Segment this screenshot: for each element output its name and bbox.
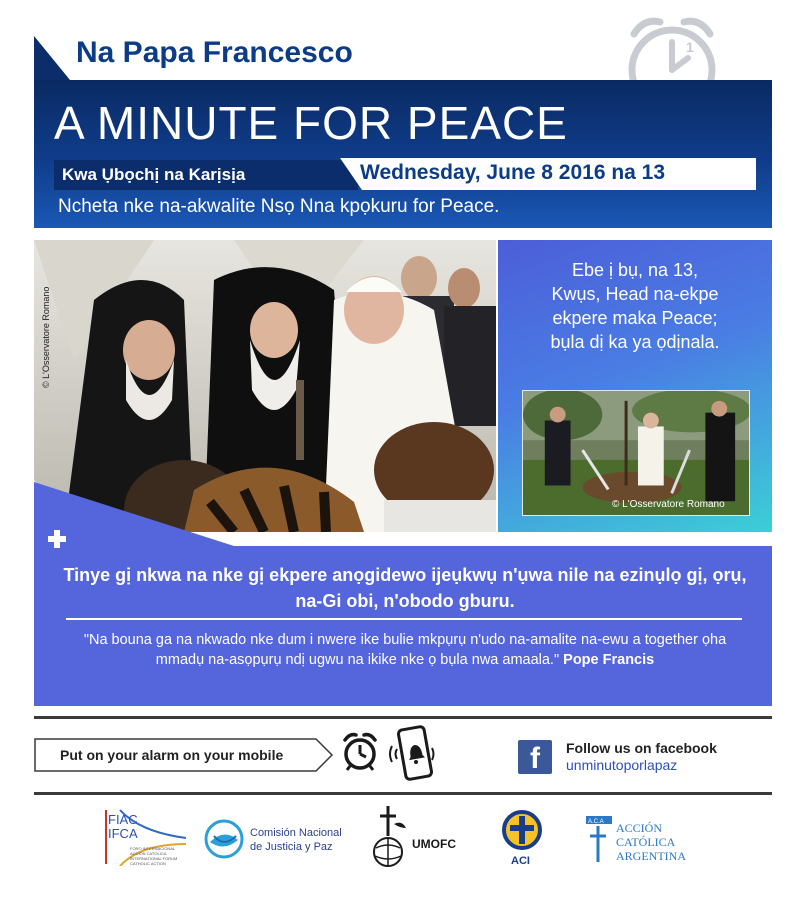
quote-text: "Na bouna ga na nkwado nke dum i nwere ike bulie mkpụrụ n'udo na-amalite na-ewu a together ọha mmadụ na-asọpụrụ ndị ugwu na ikike nke ọ bụla nwa amaala." xyxy=(83,632,727,668)
svg-text:CATHOLIC ACTION: CATHOLIC ACTION xyxy=(130,861,166,866)
facebook-title: Follow us on facebook xyxy=(566,740,717,756)
tree-planting-photo xyxy=(522,390,750,516)
aca-badge: A.C.A xyxy=(588,819,604,825)
fiac-logo xyxy=(100,808,192,866)
right-panel-text xyxy=(506,258,764,354)
facebook-handle-link[interactable]: unminutoporlapaz xyxy=(566,757,678,773)
main-photo-credit-text: © L'Osservatore Romano xyxy=(41,286,51,388)
right-panel-line: Kwụs, Head na-ekpe xyxy=(551,284,719,304)
aca-line3: ARGENTINA xyxy=(616,849,686,863)
aca-logo xyxy=(586,816,706,864)
clock-digit: 1 xyxy=(686,39,694,55)
pope-quote xyxy=(70,630,740,670)
header-corner xyxy=(34,36,70,80)
band-divider xyxy=(66,618,742,620)
cnjp-logo xyxy=(204,818,358,860)
header-small-title: Na Papa Francesco xyxy=(76,36,353,69)
umofc-name: UMOFC xyxy=(412,837,456,851)
aca-line1: ACCIÓN xyxy=(616,821,663,835)
plus-icon xyxy=(46,528,68,550)
bottom-divider xyxy=(34,792,772,795)
ringing-phone-icon xyxy=(388,724,438,784)
umofc-logo xyxy=(372,806,468,870)
cnjp-line2: de Justicia y Paz xyxy=(250,841,333,853)
svg-text:FORO INTERNACIONAL: FORO INTERNACIONAL xyxy=(130,846,176,851)
page-title: A MINUTE FOR PEACE xyxy=(54,97,568,149)
fiac-line1: FIAC xyxy=(108,812,138,827)
prayer-message: Tinye gị nkwa na nke gị ekpere anọgidewo ijeụkwụ n'ụwa nile na ezinụlọ gị, ọrụ, na-Gi obi, n'obodo gburu. xyxy=(63,565,747,611)
right-panel-line: Ebe ị bụ, na 13, xyxy=(571,260,699,280)
header-subtitle: Ncheta nke na-akwalite Nsọ Nna kpọkuru for Peace. xyxy=(58,196,500,217)
quote-author: Pope Francis xyxy=(563,652,655,668)
day-label: Kwa Ụbọchị na Karịsịa xyxy=(62,165,246,184)
aci-logo xyxy=(498,808,546,868)
alarm-clock-icon xyxy=(340,730,380,772)
top-divider xyxy=(34,716,772,719)
right-panel-line: ekpere maka Peace; xyxy=(552,308,718,328)
svg-text:INTERNATIONAL FORUM: INTERNATIONAL FORUM xyxy=(130,856,178,861)
aci-name: ACI xyxy=(511,855,530,867)
fiac-line2: IFCA xyxy=(108,826,138,841)
event-date: Wednesday, June 8 2016 na 13 xyxy=(360,161,666,184)
svg-text:ACCIÓN CATÓLICA: ACCIÓN CATÓLICA xyxy=(130,851,167,856)
alarm-text: Put on your alarm on your mobile xyxy=(60,747,284,763)
aca-line2: CATÓLICA xyxy=(616,835,676,849)
main-photo xyxy=(34,240,496,532)
small-photo-credit: © L'Osservatore Romano xyxy=(612,499,725,510)
main-photo-credit xyxy=(38,258,52,390)
cnjp-line1: Comisión Nacional xyxy=(250,827,342,839)
right-panel-line: bụla dị ka ya ọdịnala. xyxy=(550,332,720,352)
facebook-icon[interactable]: f xyxy=(518,740,552,774)
